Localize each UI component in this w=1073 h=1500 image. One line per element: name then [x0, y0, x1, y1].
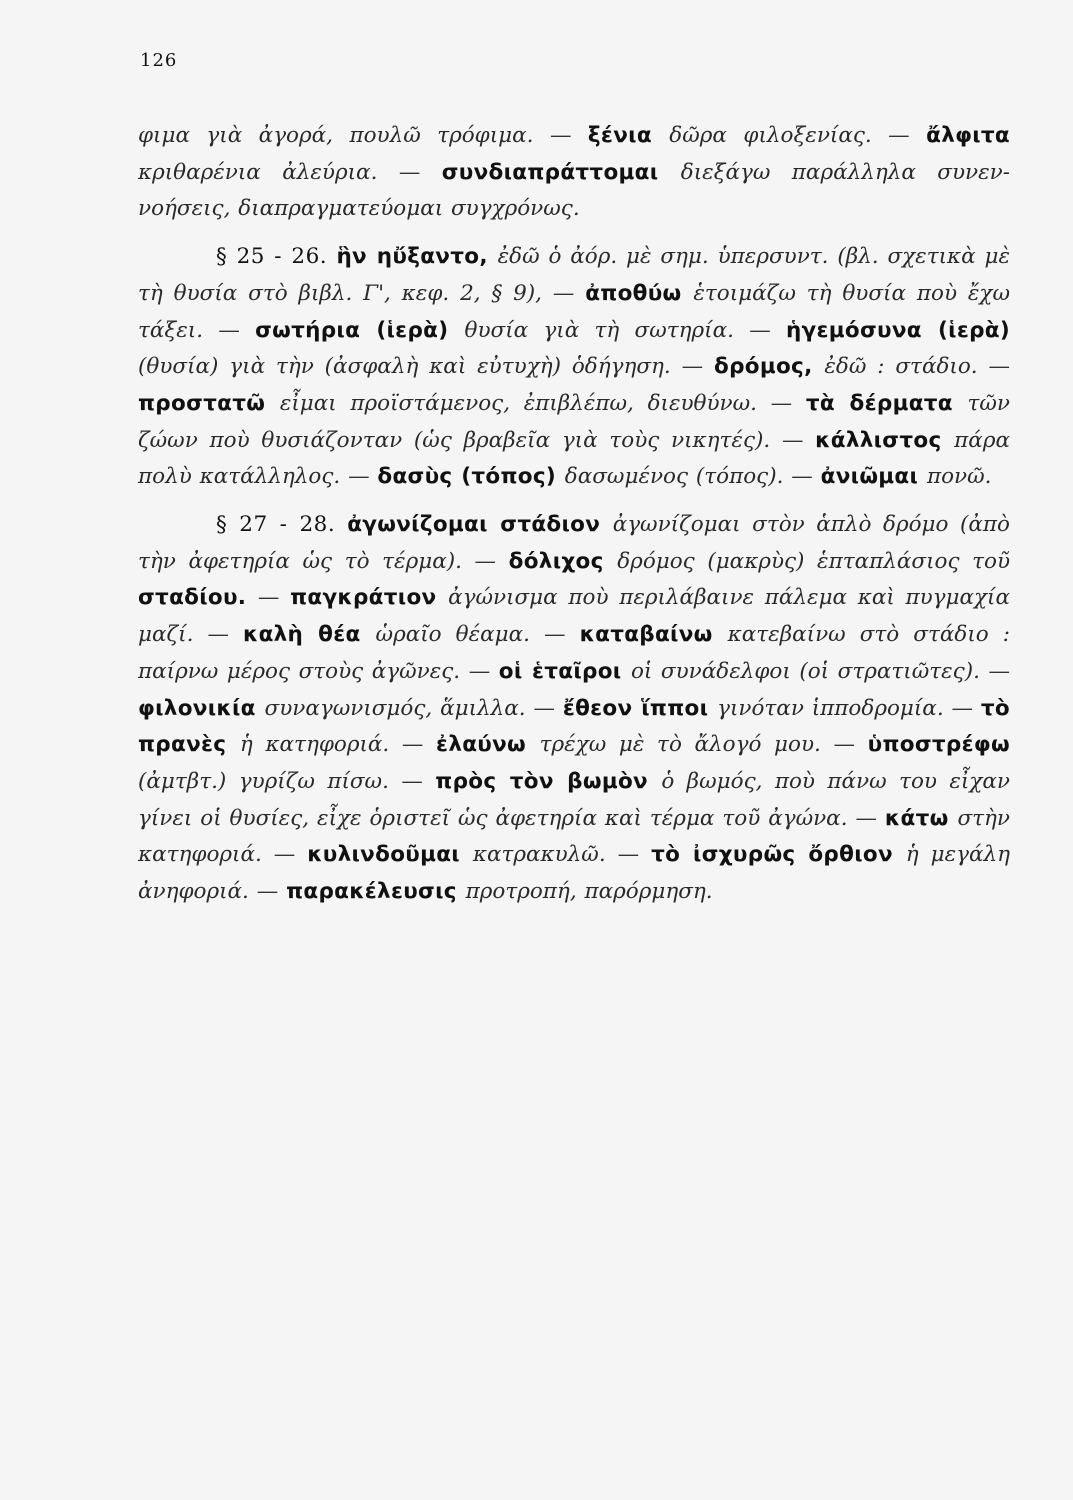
entry-separator: —: [207, 622, 243, 648]
lemma-term: ξένια: [587, 123, 670, 148]
gloss-text: συναγωνισμός, ἅμιλλα.: [264, 695, 534, 721]
lemma-term: κάλλιστος: [815, 427, 955, 453]
entry-separator: —: [988, 354, 1010, 380]
gloss-text: ἡ κατηφοριά.: [239, 732, 402, 758]
gloss-text: γινόταν ἱπποδρομία.: [717, 695, 952, 721]
lemma-term: τὸ πρανὲς: [138, 695, 1010, 758]
lemma-term: συνδιαπράττομαι: [441, 159, 681, 185]
entry-separator: —: [988, 658, 1010, 684]
lemma-term: ἡγεμόσυνα (ἱερὰ): [785, 317, 1011, 343]
lemma-term: δρόμος,: [714, 354, 825, 380]
entry-separator: —: [401, 768, 436, 794]
entry-separator: —: [617, 842, 652, 868]
entry-separator: —: [791, 464, 821, 490]
lemma-term: ἣν ηὔξαντο,: [336, 244, 498, 270]
glossary-paragraph-1: [138, 118, 1010, 228]
gloss-text: πάρα πολὺ κατάλληλος.: [138, 427, 1010, 490]
lemma-term: τὰ δέρματα: [805, 390, 968, 416]
entry-separator: —: [401, 732, 437, 758]
gloss-text: κατεβαίνω στὸ στάδιο : παίρνω μέρος στοὺς ἀγῶνες.: [138, 622, 1010, 684]
gloss-text: πονῶ.: [926, 464, 992, 490]
entry-separator: —: [348, 464, 378, 490]
entry-separator: —: [544, 622, 580, 648]
gloss-text: τῶν ζώων ποὺ θυσιάζονταν (ὡς βραβεῖα γιὰ τοὺς νικητές).: [138, 390, 1010, 453]
glossary-paragraph-3: [138, 507, 1010, 911]
entry-separator: —: [781, 427, 816, 453]
lemma-term: δασὺς (τόπος): [377, 464, 565, 490]
entry-separator: —: [549, 123, 588, 148]
section-reference: § 27 - 28.: [216, 512, 348, 538]
lemma-term: δόλιχος: [508, 548, 618, 574]
gloss-text: στὴν κατηφοριά.: [138, 805, 1010, 868]
entry-separator: —: [468, 658, 499, 684]
lemma-term: ὑποστρέφω: [867, 732, 1010, 758]
entry-separator: —: [951, 695, 981, 721]
gloss-text: ἐδῶ : στάδιο.: [824, 354, 989, 380]
entry-separator: —: [833, 732, 868, 758]
lemma-term: ἄλφιτα: [926, 123, 1011, 148]
lemma-term: ἀποθύω: [585, 280, 694, 306]
lemma-term: καλὴ θέα: [243, 622, 376, 648]
lemma-term: προστατῶ: [138, 390, 280, 416]
lemma-term: οἱ ἑταῖροι: [498, 658, 631, 684]
gloss-text: ἀγωνίζομαι στὸν ἁπλὸ δρόμο (ἀπὸ τὴν ἀφετηρία ὡς τὸ τέρμα).: [138, 512, 1010, 574]
gloss-text: φιμα γιὰ ἀγορά, πουλῶ τρόφιμα.: [138, 123, 550, 148]
glossary-content: [138, 118, 1010, 911]
lemma-term: καταβαίνω: [579, 622, 728, 648]
lemma-term: πρὸς τὸν βωμὸν: [435, 768, 662, 794]
entry-separator: —: [273, 842, 308, 868]
lemma-term: ἔθεον ἵπποι: [562, 695, 718, 721]
gloss-text: ὡραῖο θέαμα.: [375, 622, 545, 648]
lemma-term: ἀγωνίζομαι στάδιον: [347, 512, 613, 538]
gloss-text: δασωμένος (τόπος).: [564, 464, 792, 490]
gloss-text: προτροπή, παρόρμηση.: [465, 879, 713, 905]
entry-separator: —: [533, 695, 563, 721]
lemma-term: κάτω: [884, 805, 958, 831]
entry-separator: —: [888, 123, 927, 148]
lemma-term: παγκράτιον: [290, 585, 449, 611]
gloss-text: τρέχω μὲ τὸ ἄλογό μου.: [539, 732, 834, 758]
entry-separator: —: [398, 159, 442, 185]
entry-separator: —: [257, 585, 291, 611]
lemma-term: ἐλαύνω: [436, 732, 540, 758]
gloss-text: δῶρα φιλοξενίας.: [669, 123, 889, 148]
gloss-text: διεξάγω παράλληλα συνεννοήσεις, διαπραγματεύομαι συγχρόνως.: [138, 159, 1010, 222]
lemma-term: σταδίου.: [138, 585, 258, 611]
entry-separator: —: [855, 805, 885, 831]
gloss-text: ἡ μεγάλη ἀνηφοριά.: [138, 842, 1010, 905]
entry-separator: —: [256, 879, 287, 905]
gloss-text: δρόμος (μακρὺς) ἑπταπλάσιος τοῦ: [617, 548, 1011, 574]
gloss-text: (ἀμτβτ.) γυρίζω πίσω.: [138, 768, 402, 794]
lemma-term: φιλονικία: [138, 695, 265, 721]
section-reference: § 25 - 26.: [216, 244, 337, 270]
gloss-text: θυσία γιὰ τὴ σωτηρία.: [464, 317, 750, 343]
lemma-term: τὸ ἰσχυρῶς ὄρθιον: [651, 842, 906, 868]
page-number: 126: [140, 50, 178, 71]
entry-separator: —: [681, 354, 715, 380]
gloss-text: ἀγώνισμα ποὺ περιλάβαινε πάλεμα καὶ πυγμαχία μαζί.: [138, 585, 1010, 648]
entry-separator: —: [552, 280, 586, 306]
entry-separator: —: [770, 390, 806, 416]
entry-separator: —: [474, 548, 509, 574]
lemma-term: παρακέλευσις: [286, 879, 466, 905]
glossary-paragraph-2: [138, 239, 1010, 496]
gloss-text: (θυσία) γιὰ τὴν (ἀσφαλὴ καὶ εὐτυχὴ) ὁδήγηση.: [138, 354, 682, 380]
lemma-term: κυλινδοῦμαι: [307, 842, 473, 868]
gloss-text: εἶμαι προϊστάμενος, ἐπιβλέπω, διευθύνω.: [279, 390, 771, 416]
lemma-term: ἀνιῶμαι: [820, 464, 927, 490]
entry-separator: —: [218, 317, 256, 343]
gloss-text: ἐδῶ ὁ ἀόρ. μὲ σημ. ὑπερσυντ. (βλ. σχετικὰ μὲ τὴ θυσία στὸ βιβλ. Γ', κεφ. 2, § 9),: [138, 244, 1011, 306]
gloss-text: κατρακυλῶ.: [472, 842, 618, 868]
gloss-text: οἱ συνάδελφοι (οἱ στρατιῶτες).: [630, 658, 989, 684]
gloss-text: κριθαρένια ἀλεύρια.: [138, 159, 399, 185]
gloss-text: ὁ βωμός, ποὺ πάνω του εἶχαν γίνει οἱ θυσίες, εἶχε ὁριστεῖ ὡς ἀφετηρία καὶ τέρμα τοῦ ἀγώνα.: [138, 768, 1010, 831]
gloss-text: ἑτοιμάζω τὴ θυσία ποὺ ἔχω τάξει.: [138, 280, 1010, 343]
lemma-term: σωτήρια (ἱερὰ): [255, 317, 465, 343]
entry-separator: —: [749, 317, 786, 343]
